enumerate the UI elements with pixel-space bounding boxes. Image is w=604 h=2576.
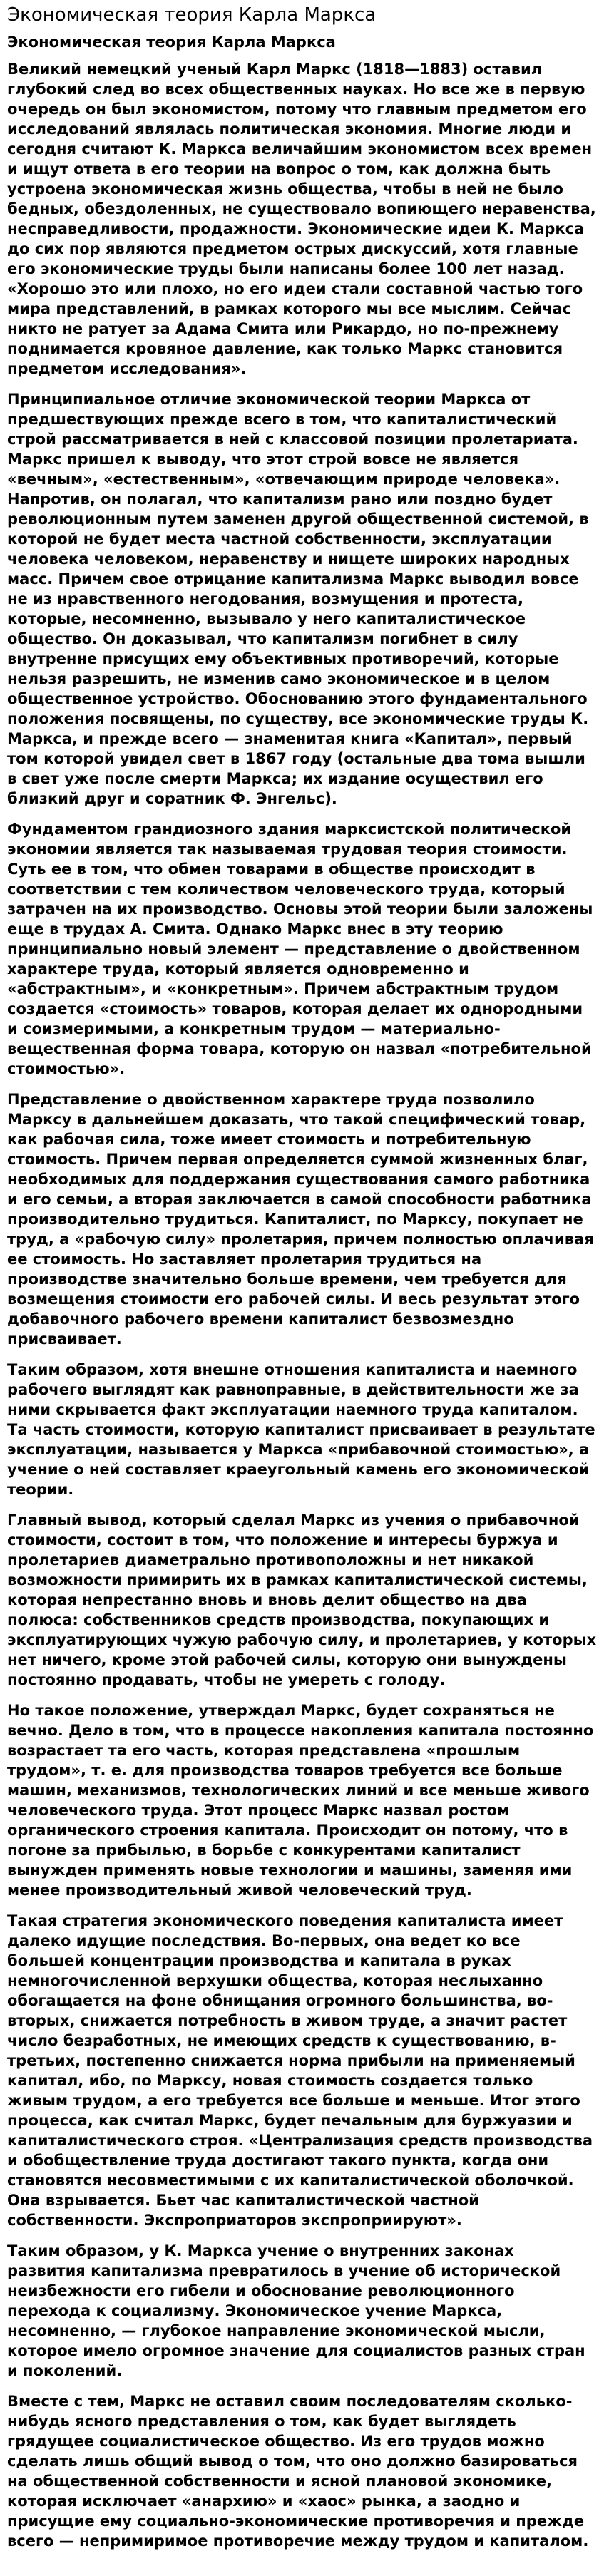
paragraph-8: Такая стратегия экономического поведения капиталиста имеет далеко идущие последствия. Во-первых, она ведет ко все большей концентрации производства и капитала в руках немногочисленной верхушки общества, которая неслыханно обогащается на фоне обнищания огромного большинства, во-вторых, снижается потребность в живом труде, а значит растет число безработных, не имеющих средств к существованию, в-третьих, постепенно снижается норма прибыли на применяемый капитал, ибо, по Марксу, новая стоимость создается только живым трудом, а его требуется все больше и меньше. Итог этого процесса, как считал Маркс, будет печальным для буржуазии и капиталистического строя. «Централизация средств производства и обобществление труда достигают такого пункта, когда они становятся несовместимыми с их капиталистической оболочкой. Она взрывается. Бьет час капиталистической частной собственности. Экспроприаторов экспроприируют».: [7, 1912, 593, 2229]
paragraph-6: Главный вывод, который сделал Маркс из учения о прибавочной стоимости, состоит в том, что положение и интересы буржуа и пролетариев диаметрально противоположны и нет никакой возможности примирить их в рамках капиталистической системы, которая непрестанно вновь и вновь делит общество на два полюса: собственников средств производства, покупающих и эксплуатирующих чужую рабочую силу, и пролетариев, у которых нет ничего, кроме этой рабочей силы, которую они вынуждены постоянно продавать, чтобы не умереть с голоду.: [7, 1512, 597, 1688]
article-heading: Экономическая теория Карла Маркса: [7, 34, 336, 51]
paragraph-4: Представление о двойственном характере труда позволило Марксу в дальнейшем доказать, что такой специфический товар, как рабочая сила, тоже имеет стоимость и потребительную стоимость. Причем первая определяется суммой жизненных благ, необходимых для поддержания существования самого работника и его семьи, а вторая заключается в самой способности работника производительно трудиться. Капиталист, по Марксу, покупает не труд, а «рабочую силу» пролетария, причем полностью оплачивая ее стоимость. Но заставляет пролетария трудиться на производстве значительно больше времени, чем требуется для возмещения стоимости его рабочей силы. И весь результат этого добавочного рабочего времени капиталист безвозмездно присваивает.: [7, 1091, 594, 1348]
paragraph-10: Вместе с тем, Маркс не оставил своим последователям сколько-нибудь ясного представления о том, как будет выглядеть грядущее социалистическое общество. Из его трудов можно сделать лишь общий вывод о том, что оно должно базироваться на общественной собственности и ясной плановой экономике, которая исключает «анархию» и «хаос» рынка, а заодно и присущие ему социально-экономические противоречия и прежде всего — непримиримое противоречие между трудом и капиталом.: [7, 2393, 589, 2550]
paragraph-5: Таким образом, хотя внешне отношения капиталиста и наемного рабочего выглядят как равноправные, в действительности же за ними скрывается факт эксплуатации наемного труда капиталом. Та часть стоимости, которую капиталист присваивает в результате эксплуатации, называется у Маркса «прибавочной стоимостью», а учение о ней составляет краеугольный камень его экономической теории.: [7, 1361, 595, 1498]
article: [7, 33, 597, 2551]
paragraph-2: Принципиальное отличие экономической теории Маркса от предшествующих прежде всего в том, что капиталистический строй рассматривается в ней с классовой позиции пролетариата. Маркс пришел к выводу, что этот строй вовсе не является «вечным», «естественным», «отвечающим природе человека». Напротив, он полагал, что капитализм рано или поздно будет революционным путем заменен другой общественной системой, в которой не будет места частной собственности, эксплуатации человека человеком, неравенству и нищете широких народных масс. Причем свое отрицание капитализма Маркс выводил вовсе не из нравственного негодования, возмущения и протеста, которые, несомненно, вызывало у него капиталистическое общество. Он доказывал, что капитализм погибнет в силу внутренне присущих ему объективных противоречий, которые нельзя разрешить, не изменив само экономическое и в целом общественное устройство. Обоснованию этого фундаментального положения посвящены, по существу, все экономические труды К. Маркса, и прежде всего — знаменитая книга «Капитал», первый том которой увидел свет в 1867 году (остальные два тома вышли в свет уже после смерти Маркса; их издание осуществил его близкий друг и соратник Ф. Энгельс).: [7, 391, 589, 807]
article-body: [7, 59, 597, 2551]
page-title: Экономическая теория Карла Маркса: [7, 4, 377, 26]
paragraph-7: Но такое положение, утверждал Маркс, будет сохраняться не вечно. Дело в том, что в процессе накопления капитала постоянно возрастает та его часть, которая представлена «прошлым трудом», т. е. для производства товаров требуется все больше машин, механизмов, технологических линий и все меньше живого человеческого труда. Этот процесс Маркс назвал ростом органического строения капитала. Происходит он потому, что в погоне за прибылью, в борьбе с конкурентами капиталист вынужден применять новые технологии и машины, заменяя ими менее производительный живой человеческий труд.: [7, 1702, 594, 1899]
paragraph-9: Таким образом, у К. Маркса учение о внутренних законах развития капитализма превратилось в учение об исторической неизбежности его гибели и обоснование революционного перехода к социализму. Экономическое учение Маркса, несомненно, — глубокое направление экономической мысли, которое имело огромное значение для социалистов разных стран и поколений.: [7, 2242, 585, 2379]
paragraph-1: Великий немецкий ученый Карл Маркс (1818—1883) оставил глубокий след во всех общественных науках. Но все же в первую очередь он был экономистом, потому что главным предметом его исследований являлась политическая экономия. Многие люди и сегодня считают К. Маркса величайшим экономистом всех времен и ищут ответа в его теории на вопрос о том, как должна быть устроена экономическая жизнь общества, чтобы в ней не было бедных, обездоленных, не существовало вопиющего неравенства, несправедливости, продажности. Экономические идеи К. Маркса до сих пор являются предметом острых дискуссий, хотя главные его экономические труды были написаны более 100 лет назад. «Хорошо это или плохо, но его идеи стали составной частью того мира представлений, в рамках которого мы все мыслим. Сейчас никто не ратует за Адама Смита или Рикардо, но по-прежнему поднимается кровяное давление, как только Маркс становится предметом исследования».: [7, 61, 596, 377]
paragraph-3: Фундаментом грандиозного здания марксистской политической экономии является так называемая трудовая теория стоимости. Суть ее в том, что обмен товарами в обществе происходит в соответствии с тем количеством человеческого труда, который затрачен на их производство. Основы этой теории были заложены еще в трудах А. Смита. Однако Маркс внес в эту теорию принципиально новый элемент — представление о двойственном характере труда, который является одновременно и «абстрактным», и «конкретным». Причем абстрактным трудом создается «стоимость» товаров, которая делает их однородными и соизмеримыми, а конкретным трудом — материально-вещественная форма товара, которую он назвал «потребительной стоимостью».: [7, 821, 593, 1077]
